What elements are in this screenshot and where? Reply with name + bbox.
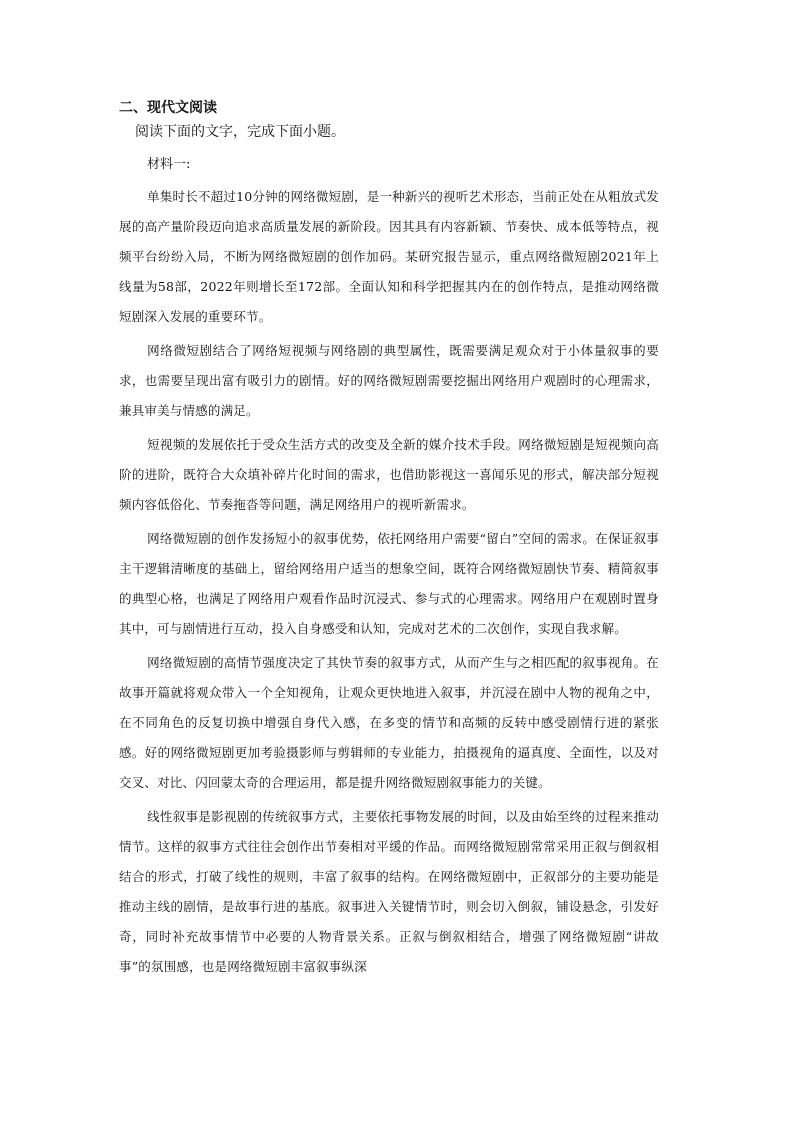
paragraph: 短视频的发展依托于受众生活方式的改变及全新的媒介技术手段。网络微短剧是短视频向高阶的进阶，既符合大众填补碎片化时间的需求，也借助影视这一喜闻乐见的形式，解决部分短视频内容低俗化、节奏拖沓等问题，满足网络用户的视听新需求。 bbox=[119, 437, 659, 512]
paragraph: 线性叙事是影视剧的传统叙事方式，主要依托事物发展的时间，以及由始至终的过程来推动情节。这样的叙事方式往往会创作出节奏相对平缓的作品。而网络微短剧常常采用正叙与倒叙相结合的形式，打破了线性的规则，丰富了叙事的结构。在网络微短剧中，正叙部分的主要功能是推动主线的剧情，是故事行进的基底。叙事进入关键情节时，则会切入倒叙，铺设悬念，引发好奇，同时补充故事情节中必要的人物背景关系。正叙与倒叙相结合，增强了网络微短剧“讲故事”的氛围感，也是网络微短剧丰富叙事纵深 bbox=[119, 809, 659, 974]
material-label: 材料一: bbox=[147, 157, 191, 172]
reading-instruction: 阅读下面的文字，完成下面小题。 bbox=[135, 124, 345, 140]
document-body bbox=[119, 96, 659, 986]
paragraph: 网络微短剧结合了网络短视频与网络剧的典型属性，既需要满足观众对于小体量叙事的要求，也需要呈现出富有吸引力的剧情。好的网络微短剧需要挖掘出网络用户观剧时的心理需求，兼具审美与情感的满足。 bbox=[119, 343, 659, 418]
paragraph: 单集时长不超过10分钟的网络微短剧，是一种新兴的视听艺术形态，当前正处在从粗放式发展的高产量阶段迈向追求高质量发展的新阶段。因其具有内容新颖、节奏快、成本低等特点，视频平台纷纷入局，不断为网络微短剧的创作加码。某研究报告显示，重点网络微短剧2021年上线量为58部，2022年则增长至172部。全面认知和科学把握其内在的创作特点，是推动网络微短剧深入发展的重要环节。 bbox=[119, 189, 659, 324]
section-title: 二、现代文阅读 bbox=[119, 100, 217, 116]
paragraph: 网络微短剧的创作发扬短小的叙事优势，依托网络用户需要“留白”空间的需求。在保证叙事主干逻辑清晰度的基础上，留给网络用户适当的想象空间，既符合网络微短剧快节奏、精简叙事的典型心格，也满足了网络用户观看作品时沉浸式、参与式的心理需求。网络用户在观剧时置身其中，可与剧情进行互动，投入自身感受和认知，完成对艺术的二次创作，实现自我求解。 bbox=[119, 531, 659, 636]
article-text bbox=[119, 182, 659, 982]
paragraph: 网络微短剧的高情节强度决定了其快节奏的叙事方式，从而产生与之相匹配的叙事视角。在故事开篇就将观众带入一个全知视角，让观众更快地进入叙事，并沉浸在剧中人物的视角之中，在不同角色的反复切换中增强自身代入感，在多变的情节和高频的反转中感受剧情行进的紧张感。好的网络微短剧更加考验摄影师与剪辑师的专业能力，拍摄视角的逼真度、全面性，以及对交叉、对比、闪回蒙太奇的合理运用，都是提升网络微短剧叙事能力的关键。 bbox=[119, 655, 659, 790]
